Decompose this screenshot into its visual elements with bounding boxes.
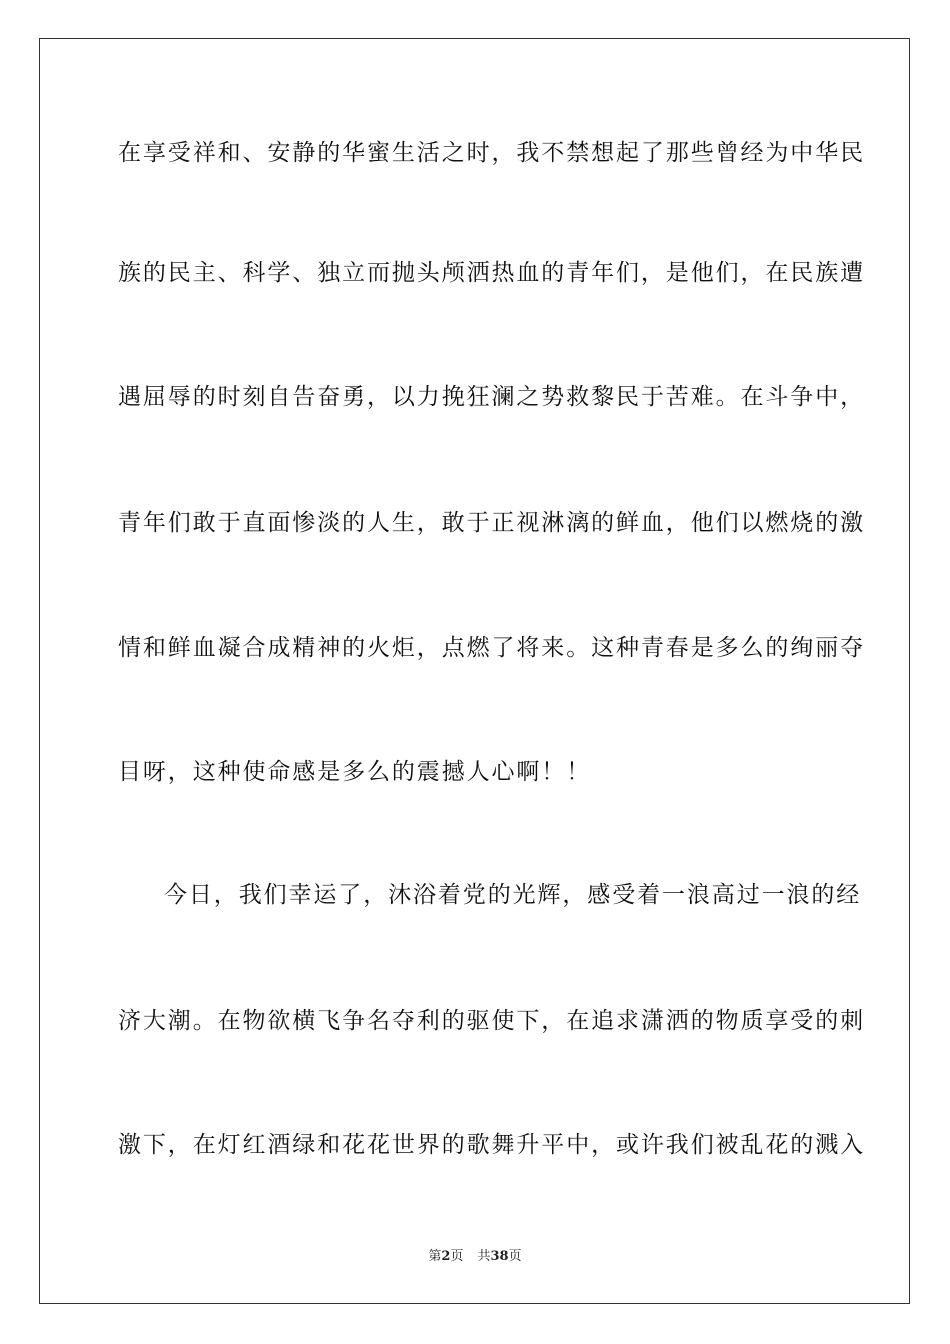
total-prefix: 共 <box>477 1249 491 1264</box>
total-pages: 38 <box>490 1249 509 1264</box>
page-border <box>39 38 910 1304</box>
page-suffix: 页 <box>450 1249 464 1264</box>
text-line-2: 族的民主、科学、独立而抛头颅洒热血的青年们，是他们，在民族遭 <box>118 260 865 286</box>
text-line-3: 遇屈辱的时刻自告奋勇，以力挽狂澜之势救黎民于苦难。在斗争中， <box>118 384 865 410</box>
text-line-9: 激下，在灯红酒绿和花花世界的歌舞升平中，或许我们被乱花的溅入 <box>118 1132 865 1158</box>
text-line-7: 今日，我们幸运了，沐浴着党的光辉，感受着一浪高过一浪的经 <box>164 882 862 908</box>
total-suffix: 页 <box>508 1249 522 1264</box>
text-line-8: 济大潮。在物欲横飞争名夺利的驱使下，在追求潇洒的物质享受的刺 <box>118 1008 865 1034</box>
text-line-6: 目呀，这种使命感是多么的震撼人心啊！！ <box>118 759 592 785</box>
text-line-5: 情和鲜血凝合成精神的火炬，点燃了将来。这种青春是多么的绚丽夺 <box>118 635 865 661</box>
text-line-4: 青年们敢于直面惨淡的人生，敢于正视淋漓的鲜血，他们以燃烧的激 <box>118 510 865 536</box>
page-number: 2 <box>441 1249 451 1264</box>
text-line-1: 在享受祥和、安静的华蜜生活之时，我不禁想起了那些曾经为中华民 <box>118 140 865 166</box>
page-footer <box>0 1249 950 1265</box>
page-prefix: 第 <box>428 1249 442 1264</box>
